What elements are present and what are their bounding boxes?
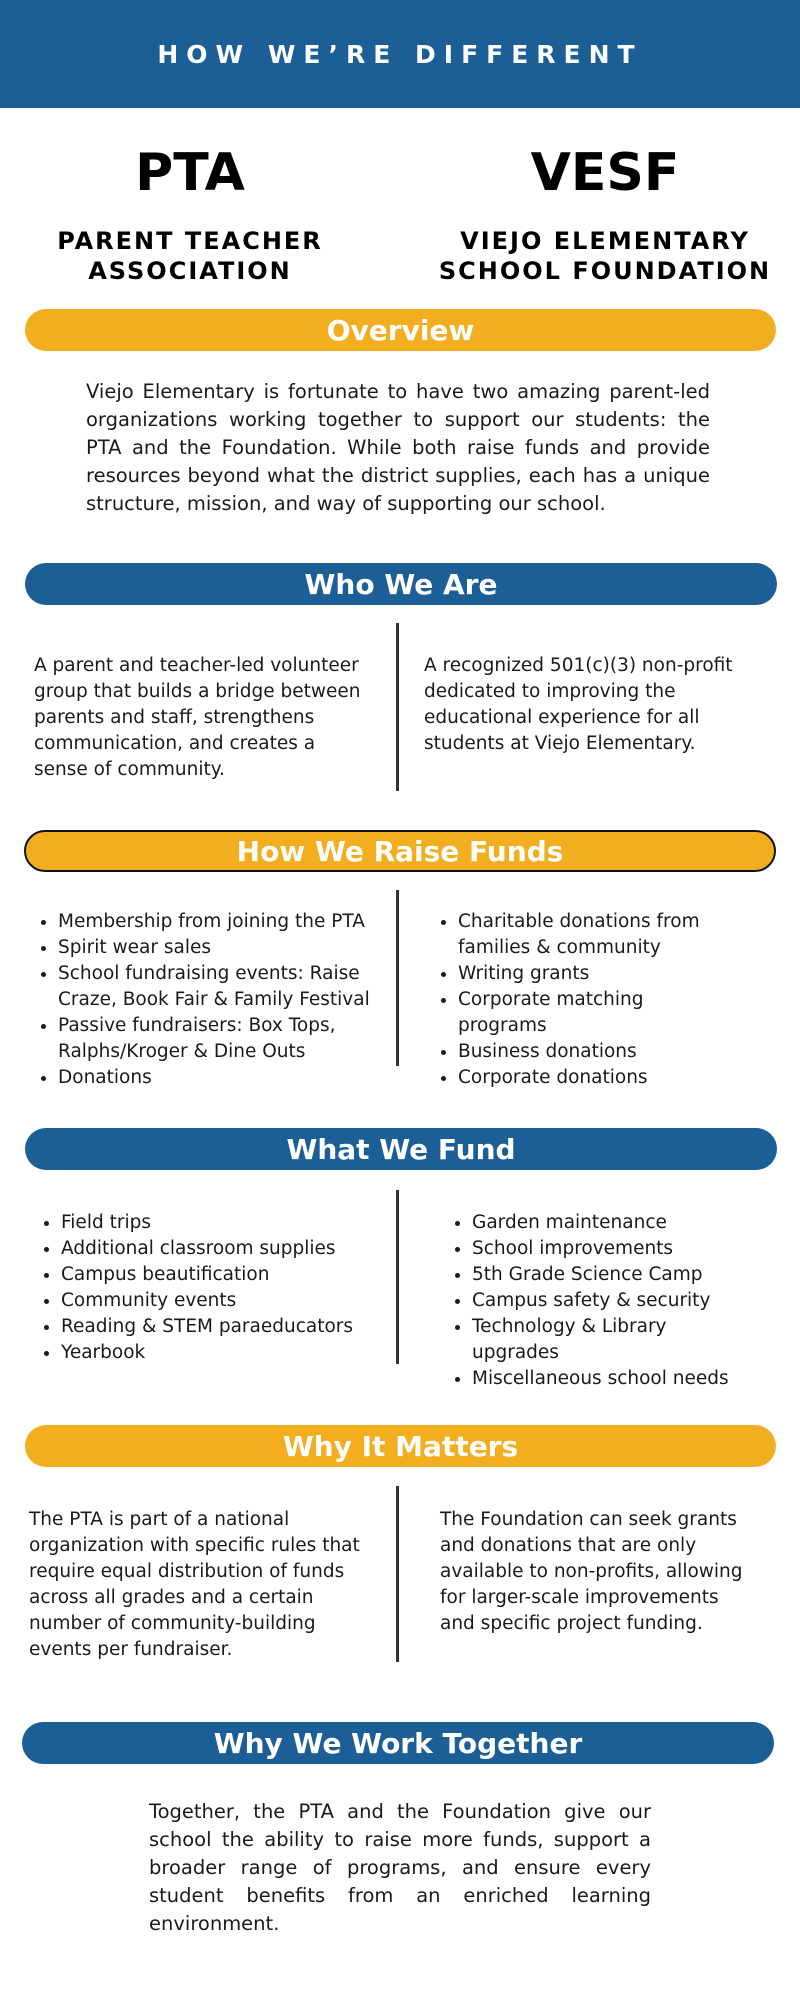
list-item: • Corporate matching programs — [458, 987, 736, 1039]
list-item: • Campus beautification — [61, 1262, 384, 1288]
list-item: • School fundraising events: Raise Craze, Book Fair & Family Festival — [58, 961, 386, 1013]
header-banner — [0, 0, 800, 108]
vesf-full-name — [405, 226, 800, 286]
list-item: • 5th Grade Science Camp — [472, 1262, 750, 1288]
pta-full-name-line2: ASSOCIATION — [88, 257, 292, 285]
pta-full-name — [0, 226, 390, 286]
overview-heading — [25, 309, 776, 351]
what-we-fund-title: What We Fund — [286, 1132, 516, 1166]
why-it-matters-heading — [25, 1425, 776, 1467]
raise-funds-vesf-list — [436, 909, 736, 1091]
overview-text: Viejo Elementary is fortunate to have two amazing parent-led organizations working together to support our students: the PTA and the Foundation. While both raise funds and provide resources beyond what the district supplies, each has a unique structure, mission, and way of supporting our school. — [86, 380, 710, 515]
pta-heading — [0, 140, 390, 286]
who-we-are-heading — [25, 563, 777, 605]
what-we-fund-vesf-list — [450, 1210, 750, 1392]
list-item: • Yearbook — [61, 1340, 384, 1366]
list-item: • Charitable donations from families & community — [458, 909, 736, 961]
vesf-full-name-line2: SCHOOL FOUNDATION — [438, 257, 772, 285]
work-together-text: Together, the PTA and the Foundation give our school the ability to raise more funds, support a broader range of programs, and ensure every student benefits from an enriched learning environment. — [149, 1800, 651, 1935]
why-it-matters-divider — [396, 1486, 399, 1662]
who-we-are-title: Who We Are — [304, 567, 498, 601]
pta-abbr: PTA — [135, 143, 245, 203]
raise-funds-divider — [396, 890, 399, 1066]
list-item: • Corporate donations — [458, 1065, 736, 1091]
list-item: • Garden maintenance — [472, 1210, 750, 1236]
what-we-fund-heading — [25, 1128, 777, 1170]
list-item: • Donations — [58, 1065, 386, 1091]
why-it-matters-pta-text: The PTA is part of a national organization with specific rules that require equal distribution of funds across all grades and a certain number of community-building events per fundraiser. — [29, 1509, 360, 1660]
list-item: • Community events — [61, 1288, 384, 1314]
page-title: HOW WE’RE DIFFERENT — [157, 39, 643, 69]
list-item: • Spirit wear sales — [58, 935, 386, 961]
list-item: • Miscellaneous school needs — [472, 1366, 750, 1392]
who-we-are-pta-text: A parent and teacher-led volunteer group that builds a bridge between parents and staff, strengthens communication, and creates a sense of community. — [34, 655, 361, 780]
vesf-heading — [405, 140, 800, 286]
who-we-are-divider — [396, 623, 399, 791]
raise-funds-pta-list — [36, 909, 386, 1091]
overview-title: Overview — [326, 313, 475, 347]
pta-full-name-line1: PARENT TEACHER — [57, 227, 323, 255]
raise-funds-heading — [24, 830, 776, 872]
list-item: • Reading & STEM paraeducators — [61, 1314, 384, 1340]
what-we-fund-divider — [396, 1190, 399, 1364]
list-item: • Membership from joining the PTA — [58, 909, 386, 935]
why-it-matters-vesf-text: The Foundation can seek grants and donations that are only available to non-profits, allowing for larger-scale improvements and specific project funding. — [440, 1509, 743, 1634]
list-item: • Technology & Library upgrades — [472, 1314, 750, 1366]
list-item: • Additional classroom supplies — [61, 1236, 384, 1262]
who-we-are-vesf-text: A recognized 501(c)(3) non-profit dedicated to improving the educational experience for all students at Viejo Elementary. — [424, 655, 733, 754]
vesf-full-name-line1: VIEJO ELEMENTARY — [460, 227, 750, 255]
list-item: • School improvements — [472, 1236, 750, 1262]
work-together-heading — [22, 1722, 774, 1764]
list-item: • Campus safety & security — [472, 1288, 750, 1314]
raise-funds-title: How We Raise Funds — [236, 834, 564, 868]
list-item: • Field trips — [61, 1210, 384, 1236]
list-item: • Writing grants — [458, 961, 736, 987]
list-item: • Passive fundraisers: Box Tops, Ralphs/Kroger & Dine Outs — [58, 1013, 386, 1065]
why-it-matters-title: Why It Matters — [282, 1429, 519, 1463]
what-we-fund-pta-list — [39, 1210, 384, 1366]
work-together-title: Why We Work Together — [213, 1726, 583, 1760]
vesf-abbr: VESF — [530, 143, 680, 203]
list-item: • Business donations — [458, 1039, 736, 1065]
